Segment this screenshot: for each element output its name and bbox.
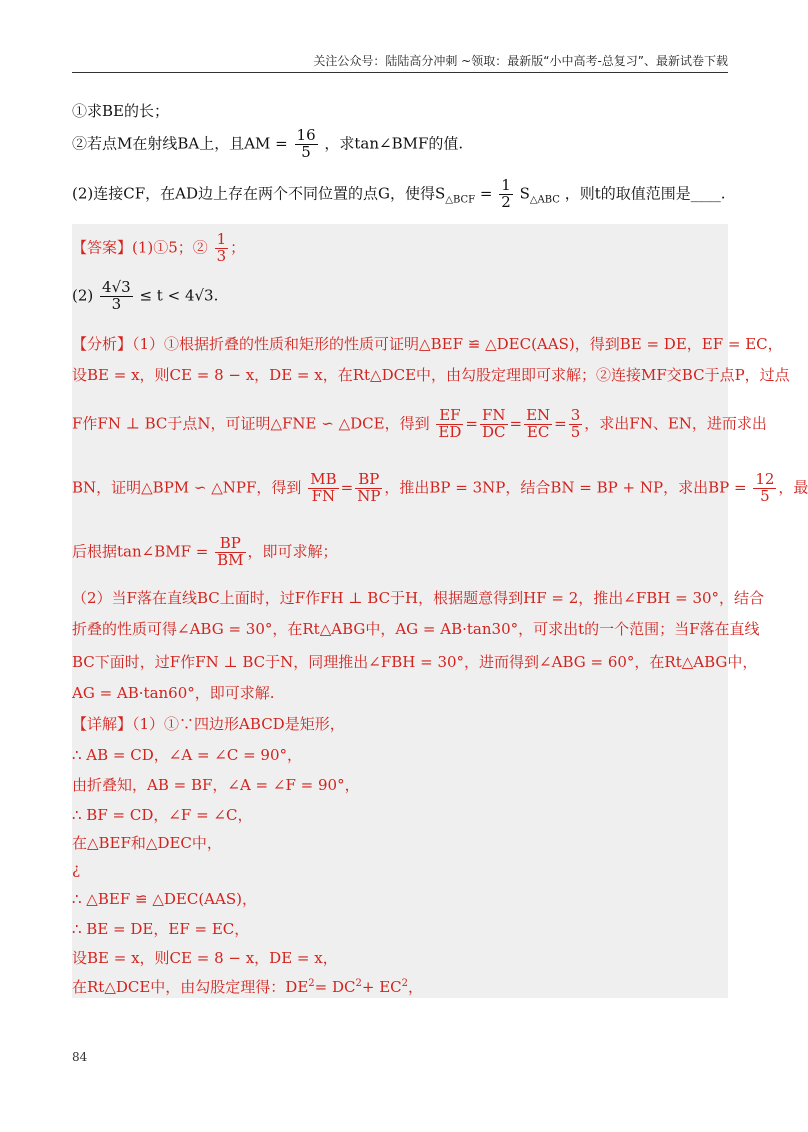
question-1: ①求BE的长； [72, 102, 169, 120]
detail-line-2: ∴ AB = CD，∠A = ∠C = 90°， [72, 746, 303, 764]
detail-line-1: 【详解】（1）①∵四边形ABCD是矩形， [72, 715, 345, 733]
detail-label: 【详解】 [72, 715, 133, 733]
analysis-line-2: 设BE = x，则CE = 8 − x，DE = x，在Rt△DCE中，由勾股定理即可求解；②连接MF交BC于点P，过点 [72, 366, 790, 384]
analysis-line-6: （2）当F落在直线BC上面时，过F作FH ⊥ BC于H，根据题意得到HF = 2，推出∠FBH = 30°，结合 [72, 589, 765, 607]
page-header: 关注公众号：陆陆高分冲刺 ~领取：最新版“小中高考-总复习”、最新试卷下载 [313, 54, 728, 68]
detail-line-6: ¿ [72, 860, 81, 878]
analysis-line-1: 【分析】（1）①根据折叠的性质和矩形的性质可证明△BEF ≌ △DEC(AAS)，得到BE = DE，EF = EC， [72, 335, 783, 353]
analysis-label: 【分析】 [72, 335, 133, 353]
detail-line-4: ∴ BF = CD，∠F = ∠C， [72, 806, 253, 824]
question-2: ②若点M在射线BA上，且AM = $\frac{16}{5}$ ，求tan∠BMF的值. [72, 126, 464, 161]
detail-line-7: ∴ △BEF ≌ △DEC(AAS)， [72, 890, 257, 908]
analysis-line-3: F作FN ⊥ BC于点N，可证明△FNE ∽ △DCE，得到 $\frac{EF}{ED}$ = $\frac{FN}{DC}$ = $\frac{EN}{EC}$ = $\frac{3}{5}$ ，求出FN、EN，进而求出 [72, 406, 767, 441]
detail-line-9: 设BE = x，则CE = 8 − x，DE = x， [72, 949, 338, 967]
page-number: 84 [72, 1050, 88, 1064]
detail-line-3: 由折叠知，AB = BF，∠A = ∠F = 90°， [72, 776, 360, 794]
detail-line-5: 在△BEF和△DEC中， [72, 834, 222, 852]
answer-line-2: (2) $\frac{4√3}{3}$ ≤ t < 4√3. [72, 278, 219, 313]
detail-line-10: 在Rt△DCE中，由勾股定理得：$DE^2= DC^2+ EC^2$， [72, 978, 424, 996]
answer-label: 【答案】 [72, 238, 133, 257]
header-rule [72, 72, 728, 73]
answer-line-1: 【答案】(1)①5；② $\frac{1}{3}$ ； [72, 230, 246, 265]
detail-line-8: ∴ BE = DE，EF = EC， [72, 920, 250, 938]
analysis-line-4: BN，证明△BPM ∽ △NPF，得到 $\frac{MB}{FN}$ = $\frac{BP}{NP}$ ，推出BP = 3NP，结合BN = BP + NP，求出BP = $\frac{12}{5}$ ，最 [72, 470, 808, 505]
analysis-line-9: AG = AB·tan60°，即可求解. [72, 684, 275, 702]
analysis-line-8: BC下面时，过F作FN ⊥ BC于N，同理推出∠FBH = 30°，进而得到∠ABG = 60°，在Rt△ABG中， [72, 653, 758, 671]
question-3: (2)连接CF，在AD边上存在两个不同位置的点G，使得$S_{\triangle BCF}$ = $\frac{1}{2}$ $S_{\triangle ABC}$ ，则t的取值范围是____. [72, 176, 726, 211]
analysis-line-7: 折叠的性质可得∠ABG = 30°，在Rt△ABG中，AG = AB·tan30°，可求出t的一个范围；当F落在直线 [72, 620, 760, 638]
analysis-line-5: 后根据tan∠BMF = $\frac{BP}{BM}$ ，即可求解； [72, 534, 338, 569]
